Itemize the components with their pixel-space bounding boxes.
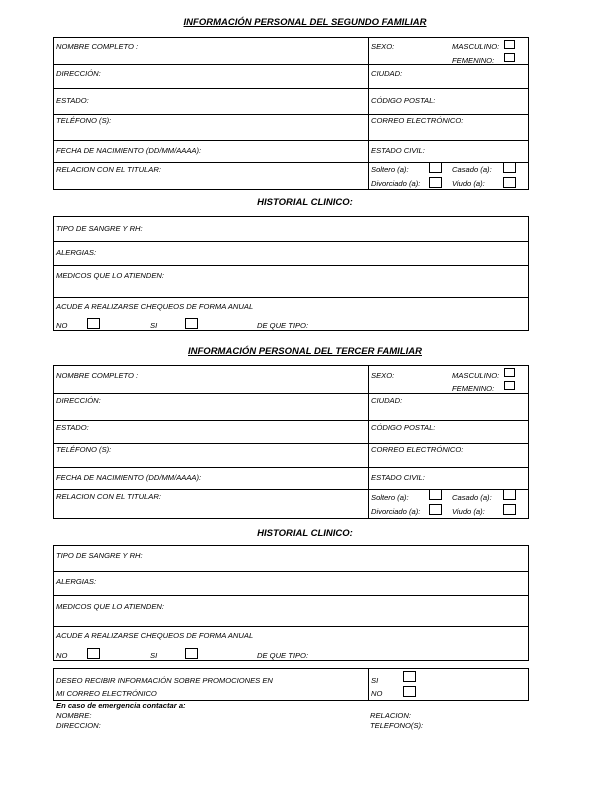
correo-label: CORREO ELECTRÓNICO: [371,116,464,125]
chequeos-no-checkbox[interactable] [87,648,100,659]
direccion-label: DIRECCIÓN: [56,69,101,78]
historial-table-tercer [53,545,529,661]
soltero-label: Soltero (a): [371,493,409,502]
divorciado-checkbox[interactable] [429,504,442,515]
promo-si-checkbox[interactable] [403,671,416,682]
alergias-label: ALERGIAS: [56,248,97,257]
viudo-checkbox[interactable] [503,177,516,188]
chequeos-label: ACUDE A REALIZARSE CHEQUEOS DE FORMA ANUAL [56,302,254,311]
section-title-segundo-familiar: INFORMACIÓN PERSONAL DEL SEGUNDO FAMILIAR [183,17,427,28]
chequeos-label: ACUDE A REALIZARSE CHEQUEOS DE FORMA ANUAL [56,631,254,640]
chequeos-no-label: NO [56,651,68,660]
medicos-label: MEDICOS QUE LO ATIENDEN: [56,271,165,280]
soltero-checkbox[interactable] [429,489,442,500]
soltero-label: Soltero (a): [371,165,409,174]
historial-title-tercer: HISTORIAL CLINICO: [257,528,353,539]
ciudad-label: CIUDAD: [371,396,403,405]
correo-label: CORREO ELECTRÓNICO: [371,445,464,454]
nombre-completo-label: NOMBRE COMPLETO : [56,371,139,380]
divorciado-label: Divorciado (a): [371,179,421,188]
casado-label: Casado (a): [452,165,492,174]
chequeos-si-label: SI [150,651,158,660]
chequeos-no-label: NO [56,321,68,330]
casado-checkbox[interactable] [503,162,516,173]
emergency-relacion-label: RELACION: [370,711,411,720]
tipo-sangre-label: TIPO DE SANGRE Y RH: [56,224,143,233]
promo-no-label: NO [371,689,383,698]
viudo-checkbox[interactable] [503,504,516,515]
telefono-label: TELÉFONO (S): [56,116,112,125]
telefono-label: TELÉFONO (S): [56,445,112,454]
femenino-label: FEMENINO: [452,384,495,393]
historial-title-segundo: HISTORIAL CLINICO: [257,197,353,208]
fecha-nacimiento-label: FECHA DE NACIMIENTO (DD/MM/AAAA): [56,146,202,155]
masculino-label: MASCULINO: [452,42,500,51]
codigo-postal-label: CÓDIGO POSTAL: [371,423,436,432]
masculino-label: MASCULINO: [452,371,500,380]
emergency-direccion-label: DIRECCION: [56,721,101,730]
casado-label: Casado (a): [452,493,492,502]
emergency-nombre-label: NOMBRE: [56,711,92,720]
promotions-table [53,668,529,701]
casado-checkbox[interactable] [503,489,516,500]
section-title-tercer-familiar: INFORMACIÓN PERSONAL DEL TERCER FAMILIAR [188,346,422,357]
emergency-telefono-label: TELEFONO(S): [370,721,424,730]
chequeos-si-checkbox[interactable] [185,318,198,329]
promo-line-1: DESEO RECIBIR INFORMACIÓN SOBRE PROMOCIONES EN [56,676,273,685]
divorciado-checkbox[interactable] [429,177,442,188]
estado-civil-label: ESTADO CIVIL: [371,146,425,155]
fecha-nacimiento-label: FECHA DE NACIMIENTO (DD/MM/AAAA): [56,473,202,482]
viudo-label: Viudo (a): [452,507,485,516]
codigo-postal-label: CÓDIGO POSTAL: [371,96,436,105]
de-que-tipo-label: DE QUE TIPO: [257,321,309,330]
estado-label: ESTADO: [56,423,89,432]
de-que-tipo-label: DE QUE TIPO: [257,651,309,660]
sexo-label: SEXO: [371,42,395,51]
alergias-label: ALERGIAS: [56,577,97,586]
ciudad-label: CIUDAD: [371,69,403,78]
emergency-title: En caso de emergencia contactar a: [56,701,186,710]
masculino-checkbox[interactable] [504,368,515,377]
nombre-completo-label: NOMBRE COMPLETO : [56,42,139,51]
relacion-titular-label: RELACION CON EL TITULAR: [56,492,161,501]
chequeos-si-label: SI [150,321,158,330]
estado-label: ESTADO: [56,96,89,105]
promo-si-label: SI [371,676,379,685]
personal-info-table-segundo [53,37,529,190]
viudo-label: Viudo (a): [452,179,485,188]
relacion-titular-label: RELACION CON EL TITULAR: [56,165,161,174]
divorciado-label: Divorciado (a): [371,507,421,516]
chequeos-si-checkbox[interactable] [185,648,198,659]
femenino-checkbox[interactable] [504,381,515,390]
promo-no-checkbox[interactable] [403,686,416,697]
sexo-label: SEXO: [371,371,395,380]
femenino-checkbox[interactable] [504,53,515,62]
chequeos-no-checkbox[interactable] [87,318,100,329]
medicos-label: MEDICOS QUE LO ATIENDEN: [56,602,165,611]
masculino-checkbox[interactable] [504,40,515,49]
historial-table-segundo [53,216,529,331]
direccion-label: DIRECCIÓN: [56,396,101,405]
estado-civil-label: ESTADO CIVIL: [371,473,425,482]
tipo-sangre-label: TIPO DE SANGRE Y RH: [56,551,143,560]
soltero-checkbox[interactable] [429,162,442,173]
femenino-label: FEMENINO: [452,56,495,65]
personal-info-table-tercer [53,365,529,519]
promo-line-2: MI CORREO ELECTRÓNICO [56,689,157,698]
